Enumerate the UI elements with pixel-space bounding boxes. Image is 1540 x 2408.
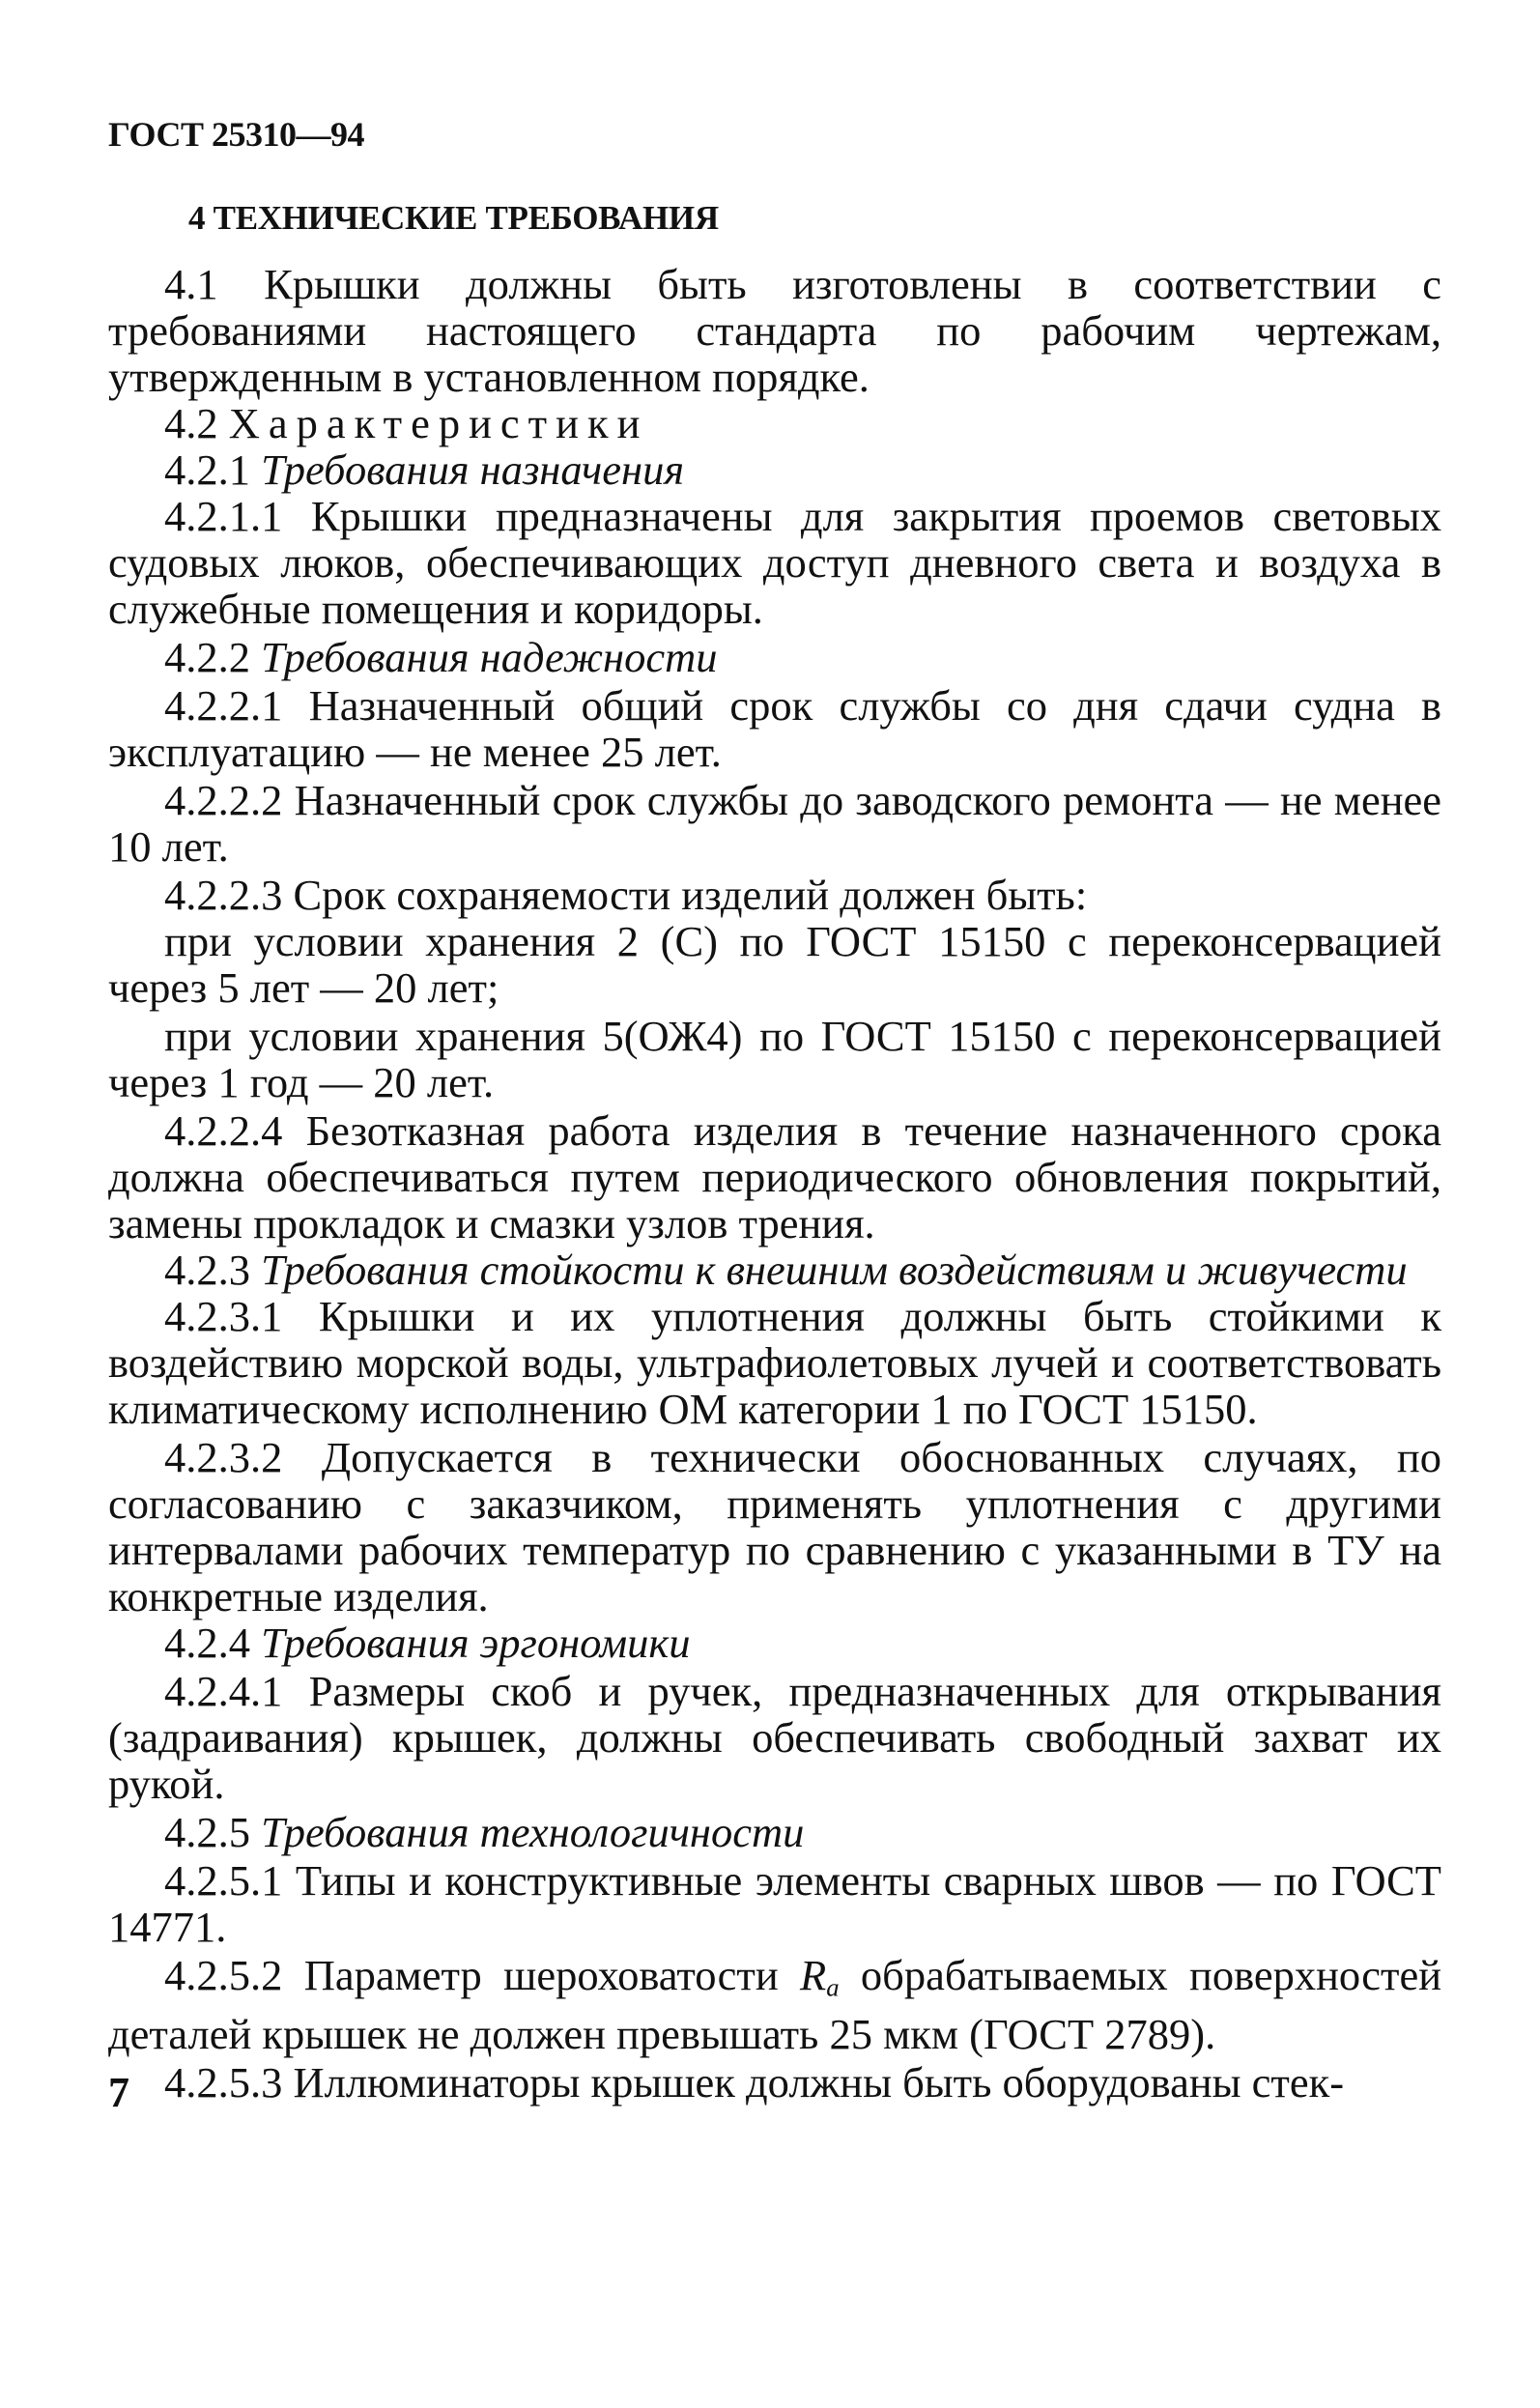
paragraph-4-2-1-1: 4.2.1.1 Крышки предназначены для закрытия проемов световых судовых люков, обеспечивающих доступ дневного света и воздуха в служебные помещения и коридоры. [108,492,1442,633]
body-text [108,261,1441,2106]
document-code: ГОСТ 25310—94 [108,115,364,154]
paragraph-4-2-3-1: 4.2.3.1 Крышки и их уплотнения должны быть стойкими к воздействию морской воды, ультрафиолетовых лучей и соответствовать климатическому исполнению ОМ категории 1 по ГОСТ 15150. [108,1292,1441,1433]
paragraph-4-2-3-2: 4.2.3.2 Допускается в технически обоснованных случаях, по согласованию с заказчиком, применять уплотнения с другими интервалами рабочих температур по сравнению с указанными в ТУ на конкретные изделия. [108,1433,1441,1620]
paragraph-4-2-4-1: 4.2.4.1 Размеры скоб и ручек, предназначенных для открывания (задраивания) крышек, должны обеспечивать свободный захват их рукой. [108,1667,1442,1808]
paragraph-4-2-5-2: 4.2.5.2 Параметр шероховатости $R_a$ обрабатываемых поверхностей деталей крышек не должен превышать 25 мкм (ГОСТ 2789). [108,1951,1442,2058]
paragraph-4-2-2-3: 4.2.2.3 Срок сохраняемости изделий должен быть: [164,871,1088,919]
paragraph-4-2-1: 4.2.1 Требования назначения [164,445,685,494]
page-number: 7 [108,2069,129,2116]
paragraph-storage-condition-2: при условии хранения 5(ОЖ4) по ГОСТ 15150 с переконсервацией через 1 год — 20 лет. [108,1012,1441,1106]
paragraph-4-2-4: 4.2.4 Требования эргономики [164,1619,691,1667]
paragraph-4-2-2-1: 4.2.2.1 Назначенный общий срок службы со дня сдачи судна в эксплуатацию — не менее 25 лет. [108,681,1442,776]
paragraph-4-2: 4.2 Характеристики [164,399,649,447]
paragraph-4-2-5: 4.2.5 Требования технологичности [164,1808,805,1856]
paragraph-storage-condition-1: при условии хранения 2 (С) по ГОСТ 15150 с переконсервацией через 5 лет — 20 лет; [108,917,1441,1012]
paragraph-4-2-2: 4.2.2 Требования надежности [164,633,718,681]
roughness-symbol: $R_a$ [800,1951,840,2002]
paragraph-4-1: 4.1 Крышки должны быть изготовлены в соответствии с требованиями настоящего стандарта по рабочим чертежам, утвержденным в установленном порядке. [108,260,1441,401]
paragraph-4-2-2-4: 4.2.2.4 Безотказная работа изделия в течение назначенного срока должна обеспечиваться путем периодического обновления покрытий, замены прокладок и смазки узлов трения. [108,1106,1441,1247]
section-title: 4 ТЕХНИЧЕСКИЕ ТРЕБОВАНИЯ [188,199,719,237]
paragraph-4-2-2-2: 4.2.2.2 Назначенный срок службы до заводского ремонта — не менее 10 лет. [108,776,1442,871]
paragraph-4-2-5-1: 4.2.5.1 Типы и конструктивные элементы сварных швов — по ГОСТ 14771. [108,1856,1441,1951]
paragraph-4-2-5-3: 4.2.5.3 Иллюминаторы крышек должны быть оборудованы стек- [164,2057,1345,2107]
paragraph-4-2-3: 4.2.3 Требования стойкости к внешним воздействиям и живучести [164,1246,1408,1294]
